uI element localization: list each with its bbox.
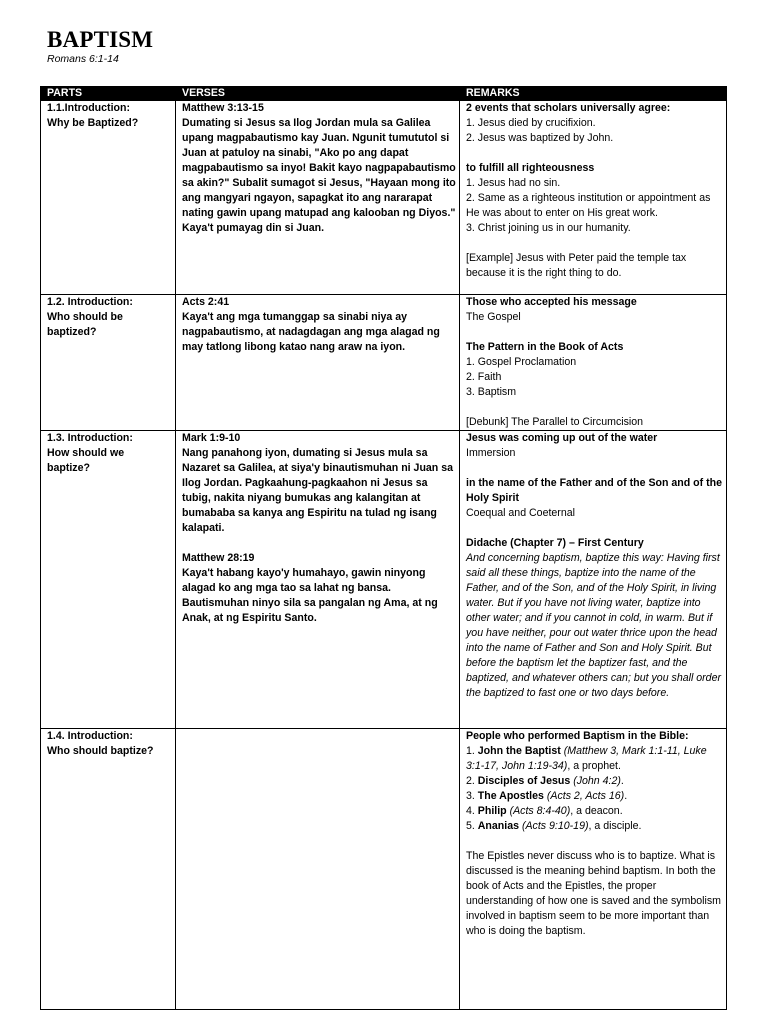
baptizer-name: John the Baptist [477, 745, 561, 757]
document-title: BAPTISM [47, 27, 154, 52]
verse-reference: Acts 2:41 [182, 296, 230, 308]
remarks-heading: Jesus was coming up out of the water [466, 432, 658, 444]
table-row [41, 101, 727, 295]
remarks-heading: in the name of the Father and of the Son and of the Holy Spirit [466, 477, 723, 504]
part-line: 1.4. Introduction: [47, 730, 133, 742]
header-verses: VERSES [176, 87, 460, 101]
baptizer-reference: (John 4:2) [573, 775, 621, 787]
remarks-heading: Those who accepted his message [466, 296, 637, 308]
remarks-line: 1. Jesus died by crucifixion. [466, 117, 596, 129]
part-cell [41, 101, 176, 295]
part-line: Who should be [47, 311, 123, 323]
part-line: 1.2. Introduction: [47, 296, 133, 308]
remarks-heading: The Pattern in the Book of Acts [466, 341, 624, 353]
verse-reference: Mark 1:9-10 [182, 432, 241, 444]
table-row [41, 729, 727, 1010]
baptizer-item: 4. Philip (Acts 8:4-40), a deacon. [466, 805, 623, 817]
remarks-line: Coequal and Coeternal [466, 507, 575, 519]
verse-text: Kaya't habang kayo'y humahayo, gawin ninyong alagad ko ang mga tao sa lahat ng bansa. Bautismuhan ninyo sila sa pangalan ng Ama, at ng Anak, at ng Espiritu Santo. [182, 567, 438, 624]
verse-cell [176, 431, 460, 729]
remarks-cell [460, 101, 727, 295]
remarks-cell [460, 431, 727, 729]
baptizer-item: 5. Ananias (Acts 9:10-19), a disciple. [466, 820, 642, 832]
remarks-line: 3. Baptism [466, 386, 517, 398]
part-line: Why be Baptized? [47, 117, 139, 129]
table-row [41, 295, 727, 431]
remarks-heading: 2 events that scholars universally agree: [466, 102, 671, 114]
verse-reference: Matthew 3:13-15 [182, 102, 264, 114]
baptizer-reference: (Acts 9:10-19) [521, 820, 589, 832]
remarks-heading: to fulfill all righteousness [466, 162, 595, 174]
baptizer-reference: (Acts 2, Acts 16) [546, 790, 625, 802]
part-line: baptize? [47, 462, 90, 474]
part-line: 1.3. Introduction: [47, 432, 133, 444]
remarks-line: [Debunk] The Parallel to Circumcision [466, 416, 644, 428]
remarks-heading: People who performed Baptism in the Bible: [466, 730, 689, 742]
part-line: How should we [47, 447, 125, 459]
verse-text: Kaya't ang mga tumanggap sa sinabi niya ay nagpabautismo, at nadagdagan ang mga alagad ng may tatlong libong katao nang araw na iyon. [182, 311, 440, 353]
remarks-line: 1. Gospel Proclamation [466, 356, 577, 368]
verse-cell [176, 295, 460, 431]
didache-quote: And concerning baptism, baptize this way: Having first said all these things, baptize into the name of the Father, and of the Son, and of the Holy Spirit, in living water. But if you have not living water, baptize into other water; and if you cannot in cold, in warm. But if you have neither, pour out water thrice upon the head into the name of Father and Son and Holy Spirit. But before the baptism let the baptizer fast, and the baptized, and whatever others can; but you shall order the baptized to fast one or two days before. [466, 552, 721, 699]
remarks-line: 2. Faith [466, 371, 502, 383]
verse-reference: Matthew 28:19 [182, 552, 255, 564]
baptizer-item: 2. Disciples of Jesus (John 4:2). [466, 775, 624, 787]
part-cell [41, 431, 176, 729]
baptizer-item: 3. The Apostles (Acts 2, Acts 16). [466, 790, 628, 802]
remarks-line: [Example] Jesus with Peter paid the temple tax because it is the right thing to do. [466, 252, 687, 279]
remarks-line: 1. Jesus had no sin. [466, 177, 561, 189]
part-cell [41, 729, 176, 1010]
baptizer-reference: (Acts 8:4-40) [509, 805, 571, 817]
remarks-line: Immersion [466, 447, 516, 459]
verse-text: Nang panahong iyon, dumating si Jesus mula sa Nazaret sa Galilea, at siya'y binautismuhan ni Juan sa Ilog Jordan. Pagkaahung-pagkaahon ni Jesus sa tubig, nakita niyang bumukas ang kalangitan at bumababa sa kanya ang Espiritu na tulad ng isang kalapati. [182, 447, 453, 534]
part-line: 1.1.Introduction: [47, 102, 130, 114]
baptizer-reference: (Matthew 3, Mark 1:1-11, Luke 3:1-17, John 1:19-34) [466, 745, 707, 772]
remarks-line: 3. Christ joining us in our humanity. [466, 222, 631, 234]
header-remarks: REMARKS [460, 87, 727, 101]
part-line: Who should baptize? [47, 745, 154, 757]
baptizer-name: Philip [477, 805, 507, 817]
baptism-table [40, 86, 727, 1010]
part-line: baptized? [47, 326, 97, 338]
remarks-line: The Gospel [466, 311, 521, 323]
baptizer-name: The Apostles [477, 790, 544, 802]
part-cell [41, 295, 176, 431]
remarks-paragraph: The Epistles never discuss who is to baptize. What is discussed is the meaning behind baptism. In both the book of Acts and the Epistles, the proper understanding of how one is saved and the symbolism involved in baptism seem to be more important than who is doing the baptism. [466, 850, 721, 937]
remarks-cell [460, 729, 727, 1010]
remarks-line: 2. Jesus was baptized by John. [466, 132, 614, 144]
remarks-heading: Didache (Chapter 7) – First Century [466, 537, 644, 549]
table-row [41, 431, 727, 729]
verse-cell [176, 101, 460, 295]
remarks-line: 2. Same as a righteous institution or appointment as He was about to enter on His great work. [466, 192, 711, 219]
baptizer-name: Ananias [477, 820, 519, 832]
document-subtitle: Romans 6:1-14 [47, 53, 119, 65]
verse-text: Dumating si Jesus sa Ilog Jordan mula sa Galilea upang magpabautismo kay Juan. Ngunit tumututol si Juan at patuloy na sinabi, "Ako po ang dapat magpabautismo sa inyo! Bakit kayo nagpapabautismo sa akin?" Subalit sumagot si Jesus, "Hayaan mong ito ang mangyari ngayon, sapagkat ito ang nararapat nating gawin upang matupad ang kalooban ng Diyos." Kaya't pumayag din si Juan. [182, 117, 456, 234]
baptizer-item: 1. John the Baptist (Matthew 3, Mark 1:1-11, Luke 3:1-17, John 1:19-34), a prophet. [466, 745, 707, 772]
verse-cell [176, 729, 460, 1010]
table-header-row [41, 87, 727, 101]
remarks-cell [460, 295, 727, 431]
header-parts: PARTS [41, 87, 176, 101]
baptizer-name: Disciples of Jesus [477, 775, 571, 787]
